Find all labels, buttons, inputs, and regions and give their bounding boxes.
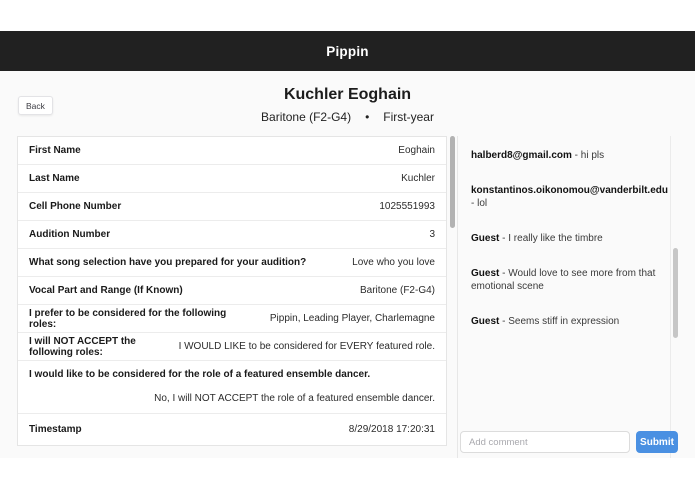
- form-row-value: 3: [429, 229, 435, 240]
- comment-text: hi pls: [580, 150, 605, 161]
- comment-item: [471, 149, 667, 162]
- comment-item: [471, 315, 667, 328]
- comment-separator: -: [502, 233, 506, 244]
- form-row-value: Pippin, Leading Player, Charlemagne: [269, 313, 435, 324]
- comment-author: Guest: [471, 316, 500, 327]
- comment-item: [471, 184, 667, 210]
- form-row-value: 8/29/2018 17:20:31: [348, 424, 435, 435]
- submit-comment-button[interactable]: Submit: [636, 431, 678, 453]
- comment-text: Would love to see more from that emotional scene: [471, 268, 656, 292]
- form-row-label: Timestamp: [29, 424, 82, 435]
- comments-list: [471, 149, 667, 350]
- class-year-text: First-year: [383, 110, 434, 124]
- content-area: [0, 71, 695, 458]
- comment-separator: -: [502, 268, 506, 279]
- page-title: Kuchler Eoghain: [283, 86, 412, 103]
- comment-author: halberd8@gmail.com: [471, 150, 572, 161]
- app-header: [0, 31, 695, 71]
- comment-text: lol: [477, 198, 488, 209]
- audition-form-table: [17, 136, 447, 446]
- comment-text: Seems stiff in expression: [508, 316, 620, 327]
- form-row-value: Eoghain: [398, 145, 435, 156]
- table-scrollbar[interactable]: [450, 136, 455, 228]
- form-row-label: Last Name: [29, 173, 80, 184]
- form-row: [18, 165, 446, 193]
- candidate-subtitle: [0, 110, 695, 124]
- back-button[interactable]: Back: [18, 96, 53, 115]
- add-comment-input[interactable]: [460, 431, 630, 453]
- vocal-range-text: Baritone (F2-G4): [261, 110, 352, 124]
- comment-author: Guest: [471, 233, 500, 244]
- form-row: [18, 305, 446, 333]
- form-row-label: I will NOT ACCEPT the following roles:: [29, 335, 136, 358]
- form-row: [18, 414, 446, 445]
- form-row-value: I WOULD LIKE to be considered for EVERY featured role.: [178, 341, 435, 352]
- form-row-label: I would like to be considered for the role of a featured ensemble dancer.: [29, 369, 371, 380]
- form-row-value: Kuchler: [401, 173, 435, 184]
- form-row-value: Baritone (F2-G4): [359, 285, 435, 296]
- comments-scroll-track: [670, 136, 671, 458]
- form-row: [18, 221, 446, 249]
- comment-input-row: [460, 431, 678, 453]
- form-row-value: 1025551993: [379, 201, 435, 212]
- comment-item: [471, 232, 667, 245]
- comment-text: I really like the timbre: [508, 233, 603, 244]
- form-row-value: Love who you love: [352, 257, 435, 268]
- form-row: [18, 137, 446, 165]
- form-row: [18, 333, 446, 361]
- form-row: [18, 361, 446, 414]
- comments-panel: [457, 136, 695, 458]
- comment-item: [471, 267, 667, 293]
- comment-author: konstantinos.oikonomou@vanderbilt.edu: [471, 185, 668, 196]
- subtitle-separator: •: [365, 110, 370, 124]
- comment-author: Guest: [471, 268, 500, 279]
- form-row-label: First Name: [29, 145, 81, 156]
- comment-separator: -: [502, 316, 506, 327]
- form-row-value: No, I will NOT ACCEPT the role of a featured ensemble dancer.: [154, 393, 435, 404]
- form-row-label: I prefer to be considered for the following roles:: [29, 307, 227, 330]
- form-row: [18, 277, 446, 305]
- audition-form-panel: [17, 136, 457, 458]
- comment-separator: -: [574, 150, 579, 161]
- comment-separator: -: [471, 198, 475, 209]
- form-row: [18, 193, 446, 221]
- comments-scrollbar[interactable]: [673, 248, 678, 338]
- form-row-label: Vocal Part and Range (If Known): [29, 285, 183, 296]
- form-row-label: What song selection have you prepared for your audition?: [29, 257, 307, 268]
- form-row: [18, 249, 446, 277]
- app-title: Pippin: [326, 43, 369, 59]
- form-row-label: Cell Phone Number: [29, 201, 122, 212]
- candidate-header: [0, 86, 695, 124]
- form-row-label: Audition Number: [29, 229, 111, 240]
